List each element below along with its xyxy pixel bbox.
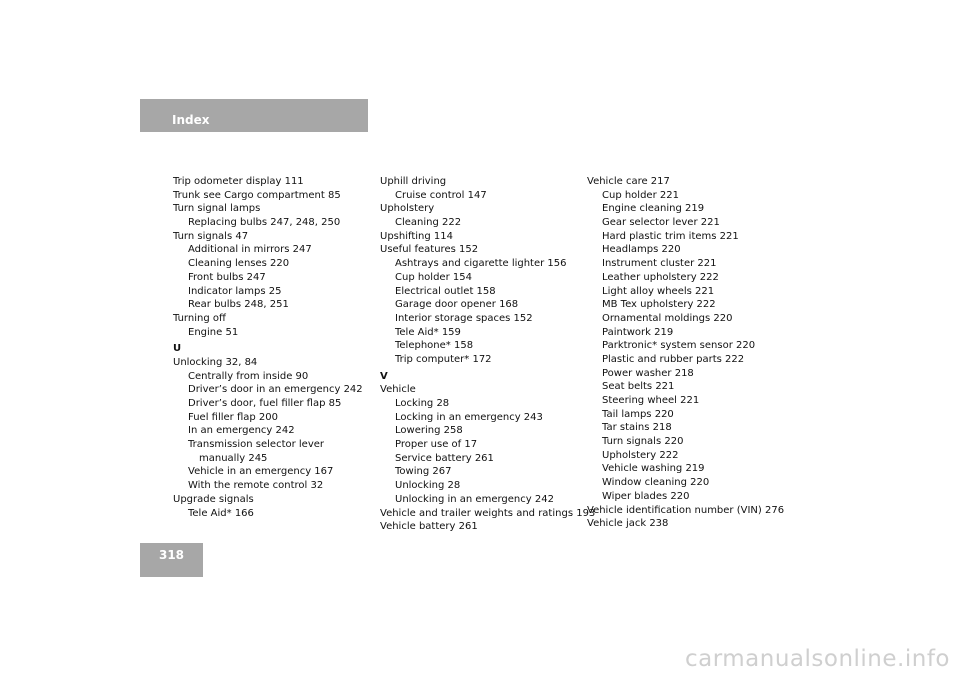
index-entry: Trip odometer display 111 (173, 176, 304, 187)
index-subentry: MB Tex upholstery 222 (602, 299, 716, 311)
index-subentry: Upholstery 222 (602, 449, 679, 461)
index-subentry: Cruise control 147 (395, 189, 487, 201)
index-subentry: With the remote control 32 (188, 480, 324, 492)
index-subentry: Trip computer* 172 (395, 353, 492, 365)
index-subentry: Rear bulbs 248, 251 (188, 299, 289, 311)
index-subentry: manually 245 (199, 452, 268, 464)
index-subentry: Cup holder 221 (602, 189, 679, 201)
index-entry: Uphill driving (380, 176, 447, 187)
index-subentry: Gear selector lever 221 (602, 217, 720, 229)
index-subentry: Wiper blades 220 (602, 490, 690, 502)
index-subentry: Vehicle in an emergency 167 (188, 466, 334, 478)
index-subentry: Driver’s door in an emergency 242 (188, 384, 363, 396)
index-subentry: Cleaning 222 (395, 217, 462, 229)
index-entry: Turn signals 47 (173, 230, 249, 242)
index-subentry: Towing 267 (395, 466, 452, 478)
index-subentry: Steering wheel 221 (602, 395, 700, 406)
index-subentry: Interior storage spaces 152 (395, 312, 533, 324)
index-letter-heading: V (380, 370, 388, 382)
index-subentry: Telephone* 158 (395, 340, 474, 352)
page-number: 318 (158, 548, 185, 562)
index-subentry: Engine cleaning 219 (602, 203, 705, 215)
index-subentry: Ornamental moldings 220 (602, 312, 733, 324)
index-subentry: Centrally from inside 90 (188, 370, 309, 382)
index-subentry: Paintwork 219 (602, 326, 674, 338)
index-entry: Vehicle and trailer weights and ratings 193 (380, 507, 596, 519)
section-title: Index (172, 113, 210, 127)
index-entry: Turning off (173, 312, 226, 324)
index-entry: Upholstery (380, 203, 435, 215)
index-subentry: Unlocking 28 (395, 480, 461, 492)
index-subentry: Headlamps 220 (602, 244, 681, 256)
index-entry: Upgrade signals (173, 493, 254, 505)
index-subentry: Locking 28 (395, 398, 450, 409)
index-subentry: Tele Aid* 159 (395, 326, 461, 338)
index-subentry: Electrical outlet 158 (395, 285, 496, 297)
index-subentry: Proper use of 17 (395, 439, 478, 451)
index-subentry: Garage door opener 168 (395, 299, 519, 311)
index-subentry: Lowering 258 (395, 425, 463, 437)
index-column-2 (380, 175, 595, 534)
index-subentry: Power washer 218 (602, 367, 694, 379)
index-subentry: Hard plastic trim items 221 (602, 230, 739, 242)
index-subentry: Parktronic* system sensor 220 (602, 340, 756, 352)
index-subentry: Replacing bulbs 247, 248, 250 (188, 217, 341, 229)
index-subentry: Additional in mirrors 247 (188, 244, 312, 256)
index-subentry: Light alloy wheels 221 (602, 285, 715, 297)
index-subentry: Turn signals 220 (602, 436, 684, 448)
index-entry: Vehicle (380, 384, 416, 396)
index-subentry: Cup holder 154 (395, 271, 472, 283)
index-subentry: Front bulbs 247 (188, 271, 266, 283)
index-entry: Useful features 152 (380, 244, 479, 256)
index-subentry: Unlocking in an emergency 242 (395, 493, 554, 505)
index-subentry: Driver’s door, fuel filler flap 85 (188, 398, 342, 409)
index-entry: Vehicle identification number (VIN) 276 (587, 504, 785, 516)
index-letter-heading: U (173, 343, 182, 355)
index-subentry: Cleaning lenses 220 (188, 258, 290, 270)
page-number-tab (140, 543, 203, 577)
section-header (140, 99, 368, 132)
index-subentry: Plastic and rubber parts 222 (602, 353, 745, 365)
index-entry: Trunk see Cargo compartment 85 (173, 189, 341, 201)
index-subentry: Engine 51 (188, 326, 239, 338)
index-subentry: Indicator lamps 25 (188, 285, 282, 297)
index-subentry: Service battery 261 (395, 452, 494, 464)
index-entry: Turn signal lamps (173, 203, 261, 215)
index-subentry: Tar stains 218 (602, 422, 672, 434)
index-subentry: Instrument cluster 221 (602, 258, 717, 270)
index-subentry: In an emergency 242 (188, 425, 295, 437)
index-entry: Vehicle jack 238 (587, 518, 669, 530)
index-subentry: Seat belts 221 (602, 381, 675, 393)
index-subentry: Transmission selector lever (188, 439, 325, 451)
index-column-1 (173, 175, 363, 520)
index-subentry: Window cleaning 220 (602, 477, 710, 489)
watermark: carmanualsonline.info (684, 646, 950, 672)
index-subentry: Tail lamps 220 (602, 408, 674, 420)
index-column-3 (587, 175, 784, 531)
index-entry: Vehicle care 217 (587, 176, 670, 187)
index-entry: Vehicle battery 261 (380, 521, 478, 533)
index-subentry: Fuel filler flap 200 (188, 411, 278, 423)
index-subentry: Ashtrays and cigarette lighter 156 (395, 258, 567, 270)
index-subentry: Leather upholstery 222 (602, 271, 719, 283)
index-subentry: Tele Aid* 166 (188, 507, 254, 519)
index-entry: Upshifting 114 (380, 230, 453, 242)
index-subentry: Locking in an emergency 243 (395, 411, 543, 423)
index-subentry: Vehicle washing 219 (602, 463, 705, 475)
index-entry: Unlocking 32, 84 (173, 356, 258, 368)
